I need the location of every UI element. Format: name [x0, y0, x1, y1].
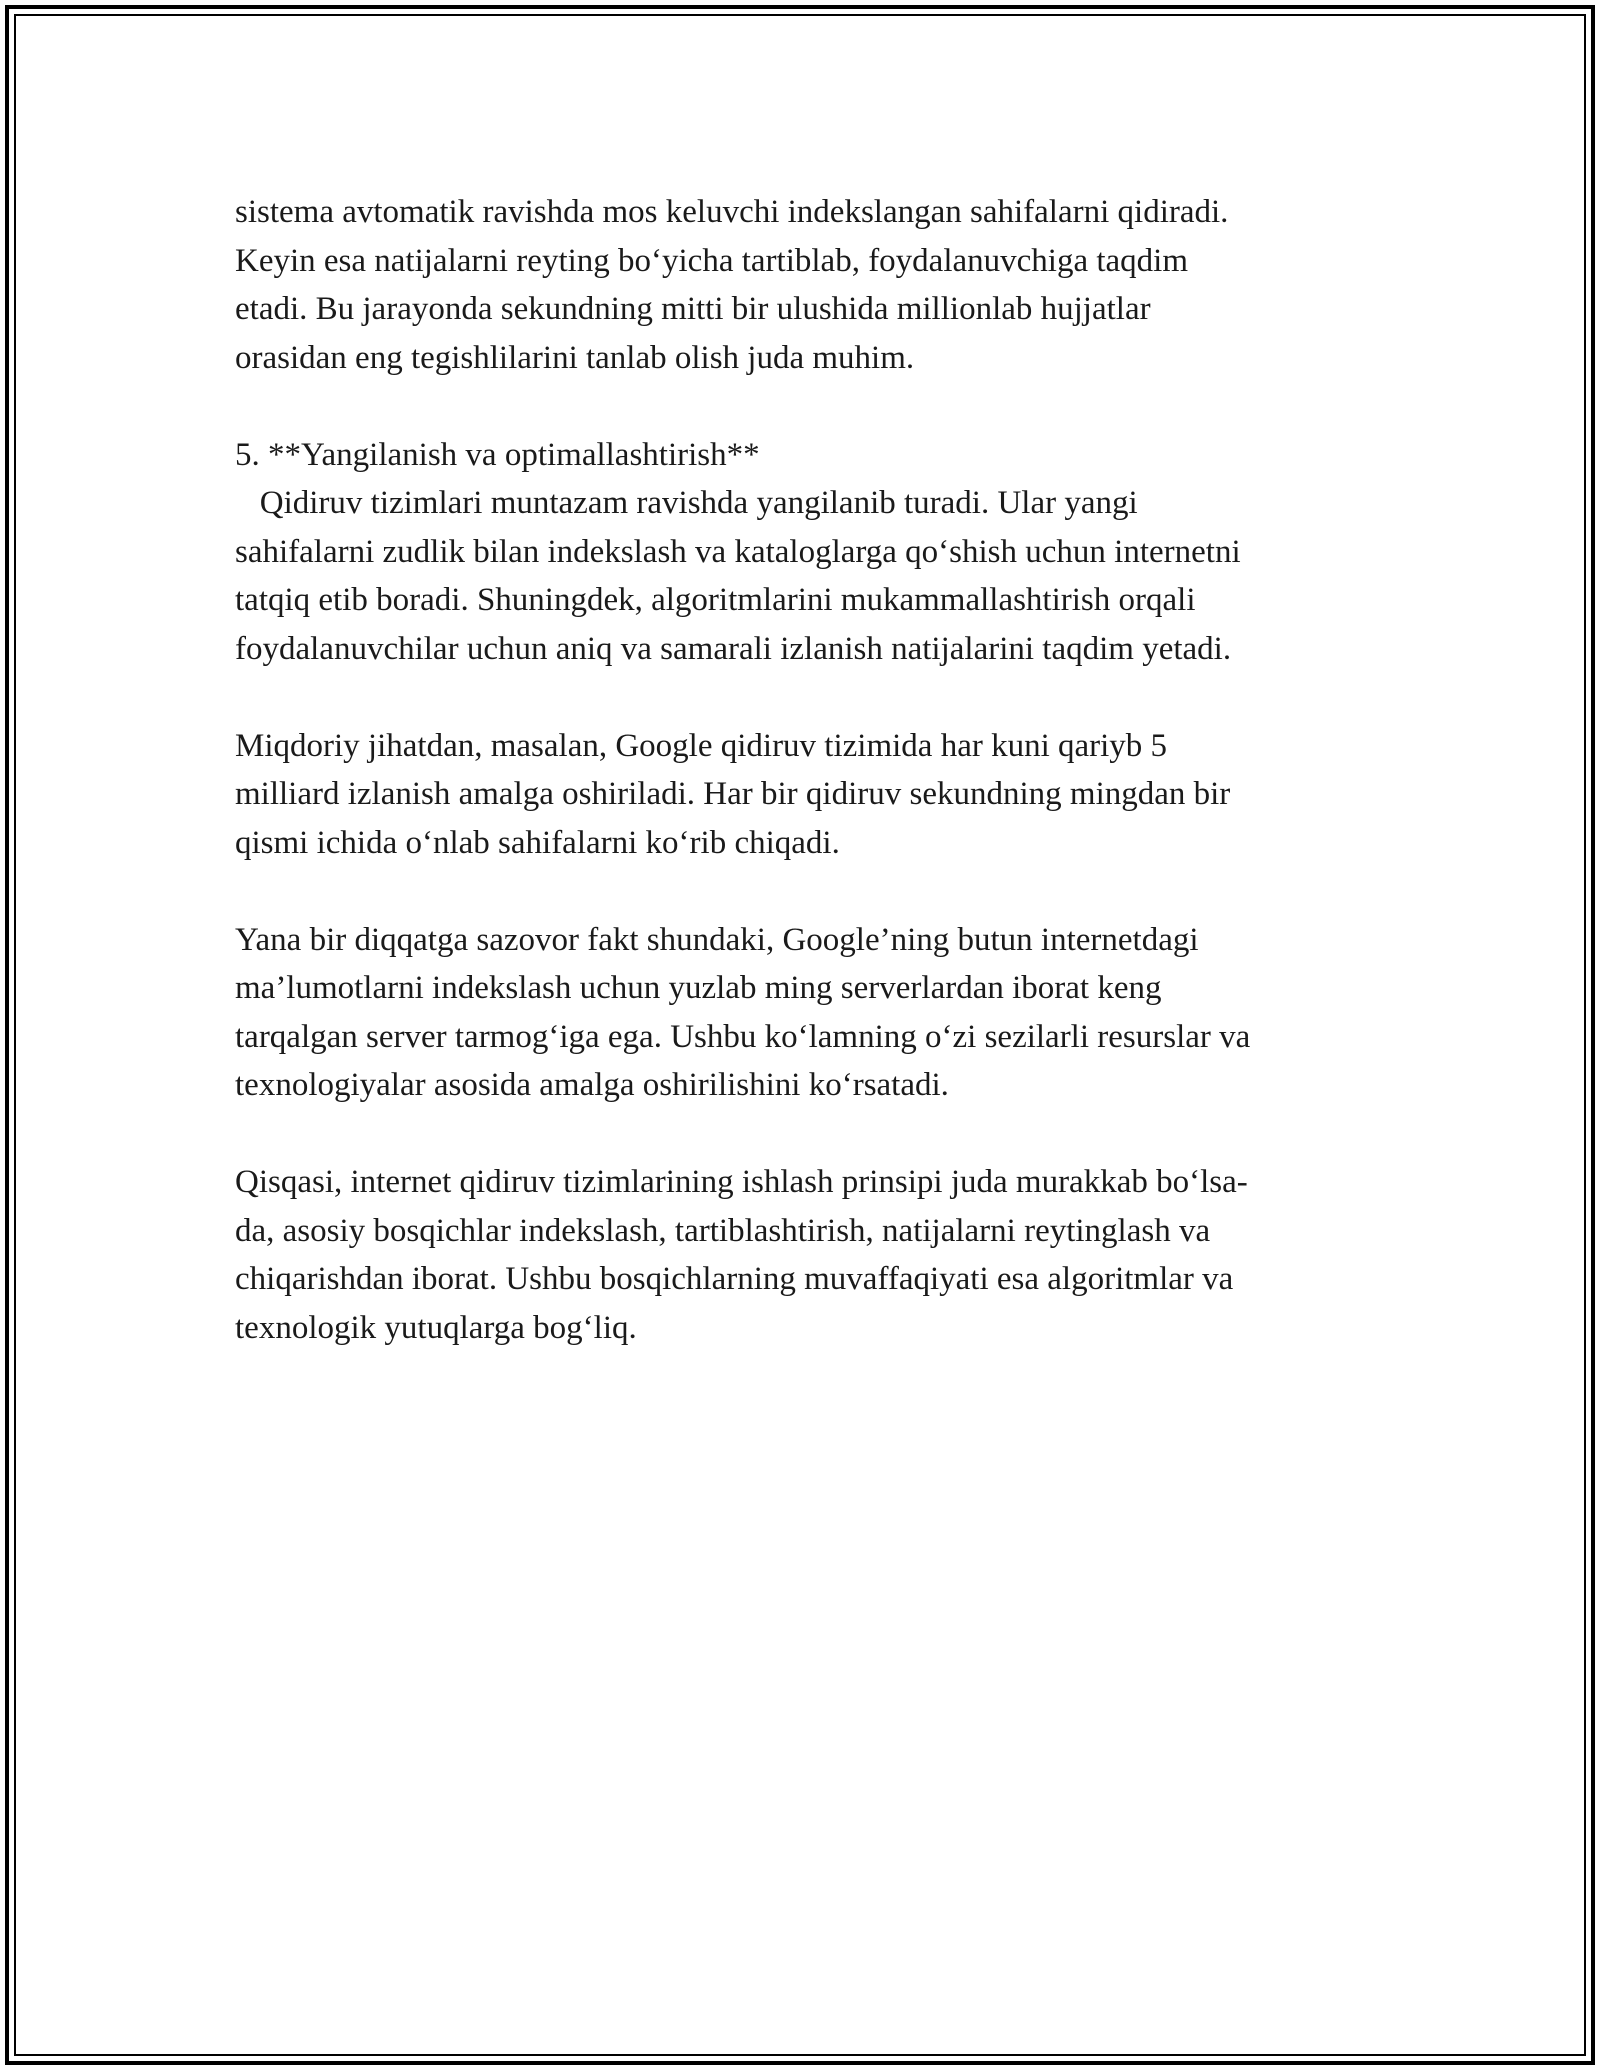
- text-line: texnologik yutuqlarga bog‘liq.: [235, 1309, 637, 1346]
- text-line: qismi ichida o‘nlab sahifalarni ko‘rib chiqadi.: [235, 824, 840, 861]
- text-line: Keyin esa natijalarni reyting bo‘yicha tartiblab, foydalanuvchiga taqdim: [235, 242, 1189, 279]
- text-line: etadi. Bu jarayonda sekundning mitti bir ulushida millionlab hujjatlar: [235, 291, 1151, 327]
- paragraph-search-results: [235, 188, 1375, 382]
- paragraph-updates-optimization: [235, 431, 1375, 674]
- text-line: sahifalarni zudlik bilan indekslash va kataloglarga qo‘shish uchun internetni: [235, 533, 1241, 570]
- text-line: da, asosiy bosqichlar indekslash, tartiblashtirish, natijalarni reytinglash va: [235, 1212, 1211, 1249]
- text-line: chiqarishdan iborat. Ushbu bosqichlarning muvaffaqiyati esa algoritmlar va: [235, 1261, 1234, 1297]
- text-line: Miqdoriy jihatdan, masalan, Google qidiruv tizimida har kuni qariyb 5: [235, 727, 1168, 764]
- text-line: tatqiq etib boradi. Shuningdek, algoritmlarini mukammallashtirish orqali: [235, 582, 1196, 618]
- text-line: tarqalgan server tarmog‘iga ega. Ushbu ko‘lamning o‘zi sezilarli resurslar va: [235, 1018, 1251, 1055]
- text-line: orasidan eng tegishlilarini tanlab olish juda muhim.: [235, 339, 915, 376]
- text-line: Yana bir diqqatga sazovor fakt shundaki, Google’ning butun internetdagi: [235, 921, 1199, 958]
- section-heading: 5. **Yangilanish va optimallashtirish**: [235, 436, 760, 473]
- document-body: [235, 188, 1375, 1401]
- text-line: foydalanuvchilar uchun aniq va samarali izlanish natijalarini taqdim yetadi.: [235, 630, 1232, 667]
- paragraph-server-network: [235, 916, 1375, 1110]
- text-line: ma’lumotlarni indekslash uchun yuzlab ming serverlardan iborat keng: [235, 970, 1162, 1006]
- text-line: Qidiruv tizimlari muntazam ravishda yangilanib turadi. Ular yangi: [235, 485, 1138, 521]
- paragraph-summary: [235, 1158, 1375, 1352]
- paragraph-quantitative: [235, 722, 1375, 868]
- text-line: texnologiyalar asosida amalga oshirilishini ko‘rsatadi.: [235, 1067, 949, 1103]
- text-line: sistema avtomatik ravishda mos keluvchi indekslangan sahifalarni qidiradi.: [235, 194, 1229, 230]
- text-line: Qisqasi, internet qidiruv tizimlarining ishlash prinsipi juda murakkab bo‘lsa-: [235, 1164, 1248, 1200]
- text-line: milliard izlanish amalga oshiriladi. Har bir qidiruv sekundning mingdan bir: [235, 776, 1231, 812]
